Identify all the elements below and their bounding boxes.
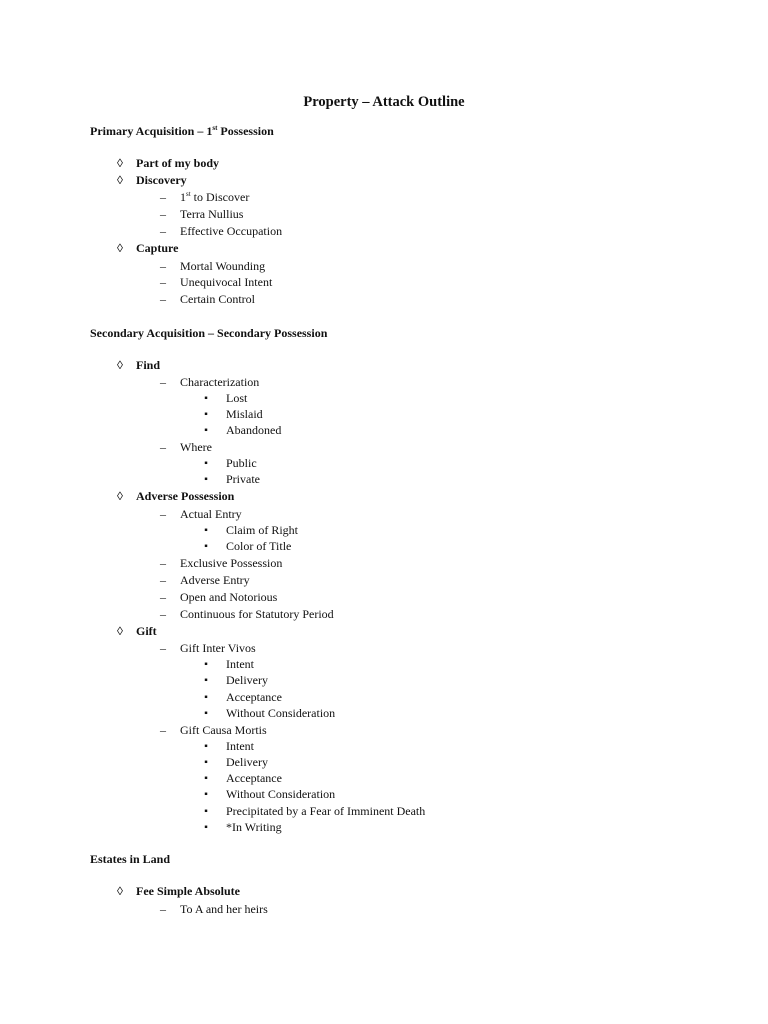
diamond-bullet-icon: ◊ xyxy=(117,358,123,372)
dash-bullet-icon: – xyxy=(160,375,166,389)
outline-item-label: Discovery xyxy=(136,173,187,187)
section-heading xyxy=(90,124,274,139)
dash-bullet-icon: – xyxy=(160,190,166,204)
square-bullet-icon: ▪ xyxy=(204,675,208,686)
outline-subitem-label: Gift Inter Vivos xyxy=(180,641,256,655)
square-bullet-icon: ▪ xyxy=(204,806,208,817)
outline-subitem-label: Certain Control xyxy=(180,292,255,306)
dash-bullet-icon: – xyxy=(160,207,166,221)
text-part: to Discover xyxy=(190,190,250,204)
dash-bullet-icon: – xyxy=(160,590,166,604)
outline-item-label: Adverse Possession xyxy=(136,489,235,503)
outline-subitem-label: Continuous for Statutory Period xyxy=(180,607,334,621)
page-title: Property – Attack Outline xyxy=(303,94,465,110)
dash-bullet-icon: – xyxy=(160,507,166,521)
dash-bullet-icon: – xyxy=(160,556,166,570)
outline-subitem-label: Effective Occupation xyxy=(180,224,283,238)
diamond-bullet-icon: ◊ xyxy=(117,156,123,170)
dash-bullet-icon: – xyxy=(160,275,166,289)
diamond-bullet-icon: ◊ xyxy=(117,489,123,503)
dash-bullet-icon: – xyxy=(160,292,166,306)
dash-bullet-icon: – xyxy=(160,224,166,238)
outline-subitem-label: Exclusive Possession xyxy=(180,556,283,570)
dash-bullet-icon: – xyxy=(160,573,166,587)
dash-bullet-icon: – xyxy=(160,607,166,621)
outline-detail-label: Claim of Right xyxy=(226,523,298,537)
square-bullet-icon: ▪ xyxy=(204,692,208,703)
outline-item-label: Find xyxy=(136,358,161,372)
outline-detail-label: Acceptance xyxy=(226,690,282,704)
text-part: Possession xyxy=(217,124,274,138)
square-bullet-icon: ▪ xyxy=(204,789,208,800)
square-bullet-icon: ▪ xyxy=(204,425,208,436)
outline-subitem-label: Open and Notorious xyxy=(180,590,278,604)
outline-detail-label: Private xyxy=(226,472,260,486)
square-bullet-icon: ▪ xyxy=(204,393,208,404)
outline-subitem-label: Terra Nullius xyxy=(180,207,244,221)
outline-detail-label: Delivery xyxy=(226,673,268,687)
outline-detail-label: Color of Title xyxy=(226,539,292,553)
outline-detail-label: Acceptance xyxy=(226,771,282,785)
text-part: Primary Acquisition – 1 xyxy=(90,124,213,138)
diamond-bullet-icon: ◊ xyxy=(117,241,123,255)
square-bullet-icon: ▪ xyxy=(204,474,208,485)
outline-detail-label: *In Writing xyxy=(226,820,282,834)
outline-subitem-label: Adverse Entry xyxy=(180,573,250,587)
diamond-bullet-icon: ◊ xyxy=(117,884,123,898)
outline-subitem-label: To A and her heirs xyxy=(180,902,268,916)
square-bullet-icon: ▪ xyxy=(204,822,208,833)
outline-detail-label: Without Consideration xyxy=(226,706,336,720)
superscript: st xyxy=(212,124,218,132)
dash-bullet-icon: – xyxy=(160,641,166,655)
outline-detail-label: Mislaid xyxy=(226,407,263,421)
square-bullet-icon: ▪ xyxy=(204,773,208,784)
section-heading: Secondary Acquisition – Secondary Possession xyxy=(90,326,328,340)
outline-subitem-label: Mortal Wounding xyxy=(180,259,266,273)
dash-bullet-icon: – xyxy=(160,723,166,737)
square-bullet-icon: ▪ xyxy=(204,541,208,552)
outline-subitem-label: Gift Causa Mortis xyxy=(180,723,267,737)
outline-item-label: Capture xyxy=(136,241,179,255)
diamond-bullet-icon: ◊ xyxy=(117,624,123,638)
diamond-bullet-icon: ◊ xyxy=(117,173,123,187)
outline-item-label: Fee Simple Absolute xyxy=(136,884,240,898)
square-bullet-icon: ▪ xyxy=(204,409,208,420)
outline-detail-label: Delivery xyxy=(226,755,268,769)
outline-item-label: Part of my body xyxy=(136,156,219,170)
dash-bullet-icon: – xyxy=(160,440,166,454)
square-bullet-icon: ▪ xyxy=(204,525,208,536)
superscript: st xyxy=(186,190,191,198)
outline-item-label: Gift xyxy=(136,624,157,638)
outline-detail-label: Public xyxy=(226,456,257,470)
outline-detail-label: Abandoned xyxy=(226,423,282,437)
dash-bullet-icon: – xyxy=(160,902,166,916)
dash-bullet-icon: – xyxy=(160,259,166,273)
outline-detail-label: Without Consideration xyxy=(226,787,336,801)
square-bullet-icon: ▪ xyxy=(204,757,208,768)
outline-detail-label: Intent xyxy=(226,657,254,671)
text-part: 1 xyxy=(180,190,186,204)
square-bullet-icon: ▪ xyxy=(204,458,208,469)
section-heading: Estates in Land xyxy=(90,852,171,866)
outline-subitem-label: Actual Entry xyxy=(180,507,242,521)
square-bullet-icon: ▪ xyxy=(204,741,208,752)
outline-subitem-label xyxy=(180,189,249,206)
outline-detail-label: Precipitated by a Fear of Imminent Death xyxy=(226,804,426,818)
outline-detail-label: Lost xyxy=(226,391,248,405)
square-bullet-icon: ▪ xyxy=(204,659,208,670)
outline-detail-label: Intent xyxy=(226,739,254,753)
outline-subitem-label: Unequivocal Intent xyxy=(180,275,273,289)
square-bullet-icon: ▪ xyxy=(204,708,208,719)
outline-subitem-label: Where xyxy=(180,440,212,454)
outline-subitem-label: Characterization xyxy=(180,375,260,389)
